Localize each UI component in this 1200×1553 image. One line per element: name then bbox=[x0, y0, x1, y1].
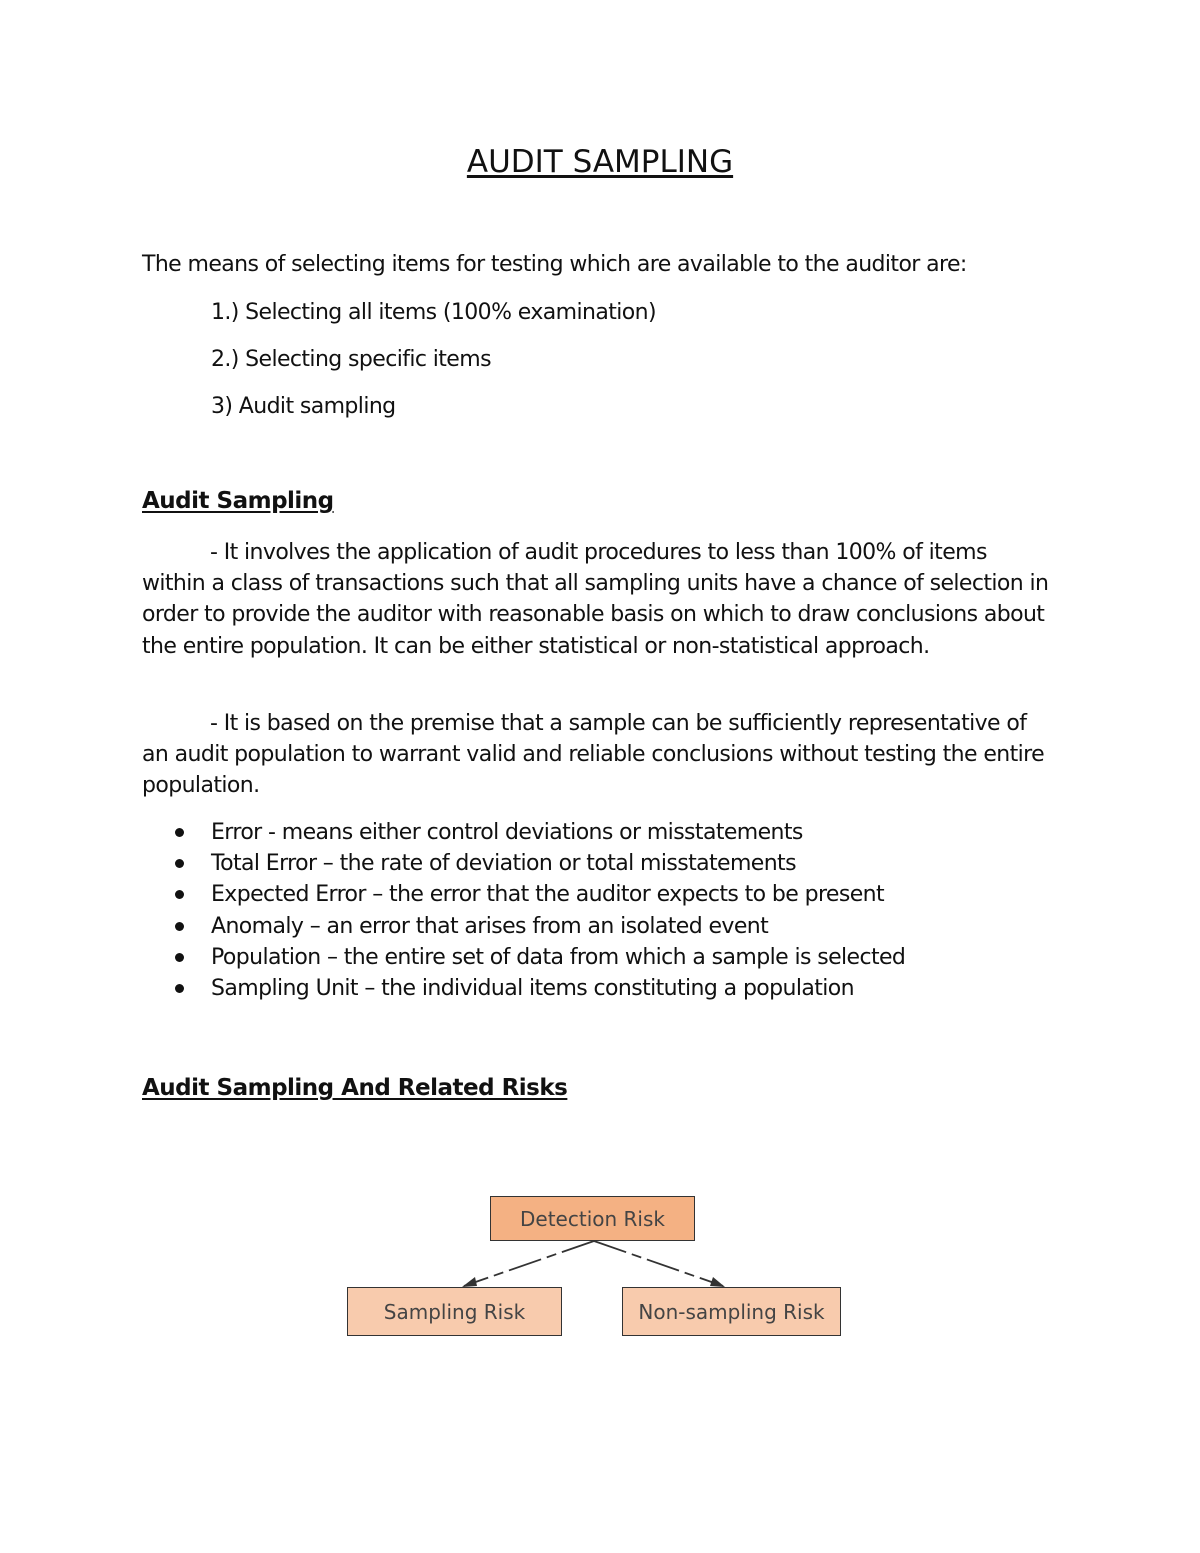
terms-list bbox=[211, 817, 905, 1004]
means-item-1: 1.) Selecting all items (100% examination) bbox=[211, 300, 656, 325]
list-item bbox=[211, 911, 905, 942]
section-heading-related-risks: Audit Sampling And Related Risks bbox=[142, 1075, 568, 1101]
bullet-icon bbox=[175, 922, 184, 931]
intro-text: The means of selecting items for testing which are available to the auditor are: bbox=[142, 252, 967, 277]
bullet-icon bbox=[175, 953, 184, 962]
detection-risk-box: Detection Risk bbox=[490, 1196, 695, 1241]
list-item bbox=[211, 973, 905, 1004]
non-sampling-risk-box: Non-sampling Risk bbox=[622, 1287, 841, 1336]
term-text: Error - means either control deviations or misstatements bbox=[211, 820, 803, 845]
term-text: Expected Error – the error that the auditor expects to be present bbox=[211, 882, 885, 908]
means-item-3: 3) Audit sampling bbox=[211, 394, 396, 419]
term-text: Total Error – the rate of deviation or total misstatements bbox=[211, 851, 796, 877]
means-list bbox=[211, 298, 656, 439]
risk-diagram bbox=[0, 1180, 1200, 1360]
list-item bbox=[211, 817, 905, 848]
bullet-icon bbox=[175, 984, 184, 993]
arrowhead-right-icon bbox=[710, 1277, 725, 1287]
list-item bbox=[211, 942, 905, 973]
term-text: Population – the entire set of data from which a sample is selected bbox=[211, 944, 906, 970]
document-title: AUDIT SAMPLING bbox=[466, 144, 734, 180]
paragraph-premise bbox=[142, 708, 1052, 802]
means-item-2: 2.) Selecting specific items bbox=[211, 347, 491, 372]
bullet-icon bbox=[175, 890, 184, 899]
paragraph-definition bbox=[142, 537, 1052, 662]
arrow-to-non-sampling-risk bbox=[594, 1241, 723, 1286]
bullet-icon bbox=[175, 828, 184, 837]
arrow-to-sampling-risk bbox=[464, 1241, 594, 1286]
paragraph-premise-text: - It is based on the premise that a sample can be sufficiently representative of an audit population to warrant valid and reliable conclusions without testing the entire population. bbox=[142, 711, 1045, 799]
sampling-risk-box: Sampling Risk bbox=[347, 1287, 562, 1336]
list-item bbox=[211, 848, 905, 879]
list-item bbox=[211, 879, 905, 910]
term-text: Sampling Unit – the individual items constituting a population bbox=[211, 975, 855, 1001]
section-heading-audit-sampling: Audit Sampling bbox=[142, 488, 334, 514]
paragraph-definition-text: - It involves the application of audit procedures to less than 100% of items within a class of transactions such that all sampling units have a chance of selection in order to provide the auditor with reasonable basis on which to draw conclusions about the entire population. It can be either statistical or non-statistical approach. bbox=[142, 540, 1049, 659]
bullet-icon bbox=[175, 859, 184, 868]
term-text: Anomaly – an error that arises from an isolated event bbox=[211, 913, 769, 939]
arrowhead-left-icon bbox=[462, 1277, 477, 1287]
